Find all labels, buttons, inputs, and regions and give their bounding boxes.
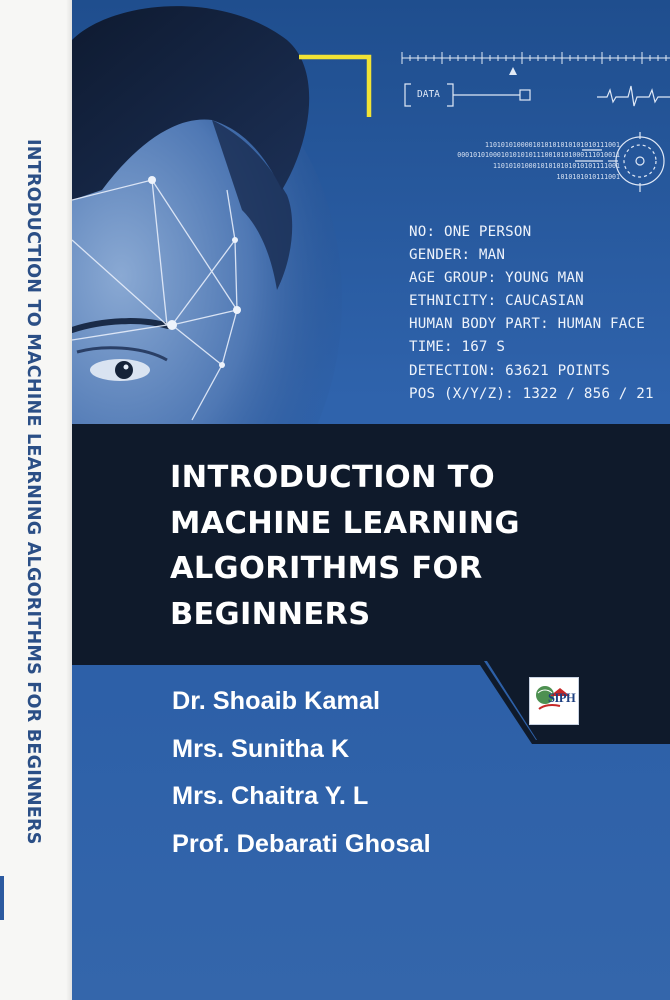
yellow-corner-bracket [299,57,369,117]
front-cover [72,0,670,1000]
heartbeat-wave-icon [597,86,670,106]
readout-line: DETECTION: 63621 POINTS [409,362,611,379]
binary-line: 11010101000101010101010101111001 [492,162,620,170]
title-line: ALGORITHMS FOR [170,551,483,587]
readout-line: TIME: 167 S [409,339,506,356]
author-list [172,678,431,868]
readout-line: ETHNICITY: CAUCASIAN [409,293,584,310]
title-line: MACHINE LEARNING [170,505,520,541]
book-spine [0,0,72,1000]
author-name: Dr. Shoaib Kamal [172,687,381,715]
publisher-logo-text: SIPH [548,691,576,705]
spine-accent-bar [0,876,4,920]
readout-line: AGE GROUP: YOUNG MAN [409,270,584,287]
readout-line: NO: ONE PERSON [409,224,532,240]
ruler-scale [402,52,670,64]
readout-line: POS (X/Y/Z): 1322 / 856 / 21 [409,385,654,402]
binary-line: 1101010100001010101010101010111001 [485,141,620,149]
readout-line: HUMAN BODY PART: HUMAN FACE [409,316,646,333]
spine-title: INTRODUCTION TO MACHINE LEARNING ALGORITHMS FOR BEGINNERS [23,139,43,845]
binary-line: 00010101000101010101110010101000111010011 [457,151,620,159]
author-name: Prof. Debarati Ghosal [172,829,431,858]
ruler-pointer [509,67,517,75]
face-detection-readout [409,221,654,406]
readout-line: GENDER: MAN [409,247,506,264]
author-name: Mrs. Sunitha K [172,734,350,763]
author-name: Mrs. Chaitra Y. L [172,782,369,810]
binary-line: 1010101010111001 [556,173,620,181]
data-label: DATA [417,89,440,100]
title-line: INTRODUCTION TO [170,460,496,495]
title-line: BEGINNERS [170,597,371,633]
book-title [170,455,520,638]
